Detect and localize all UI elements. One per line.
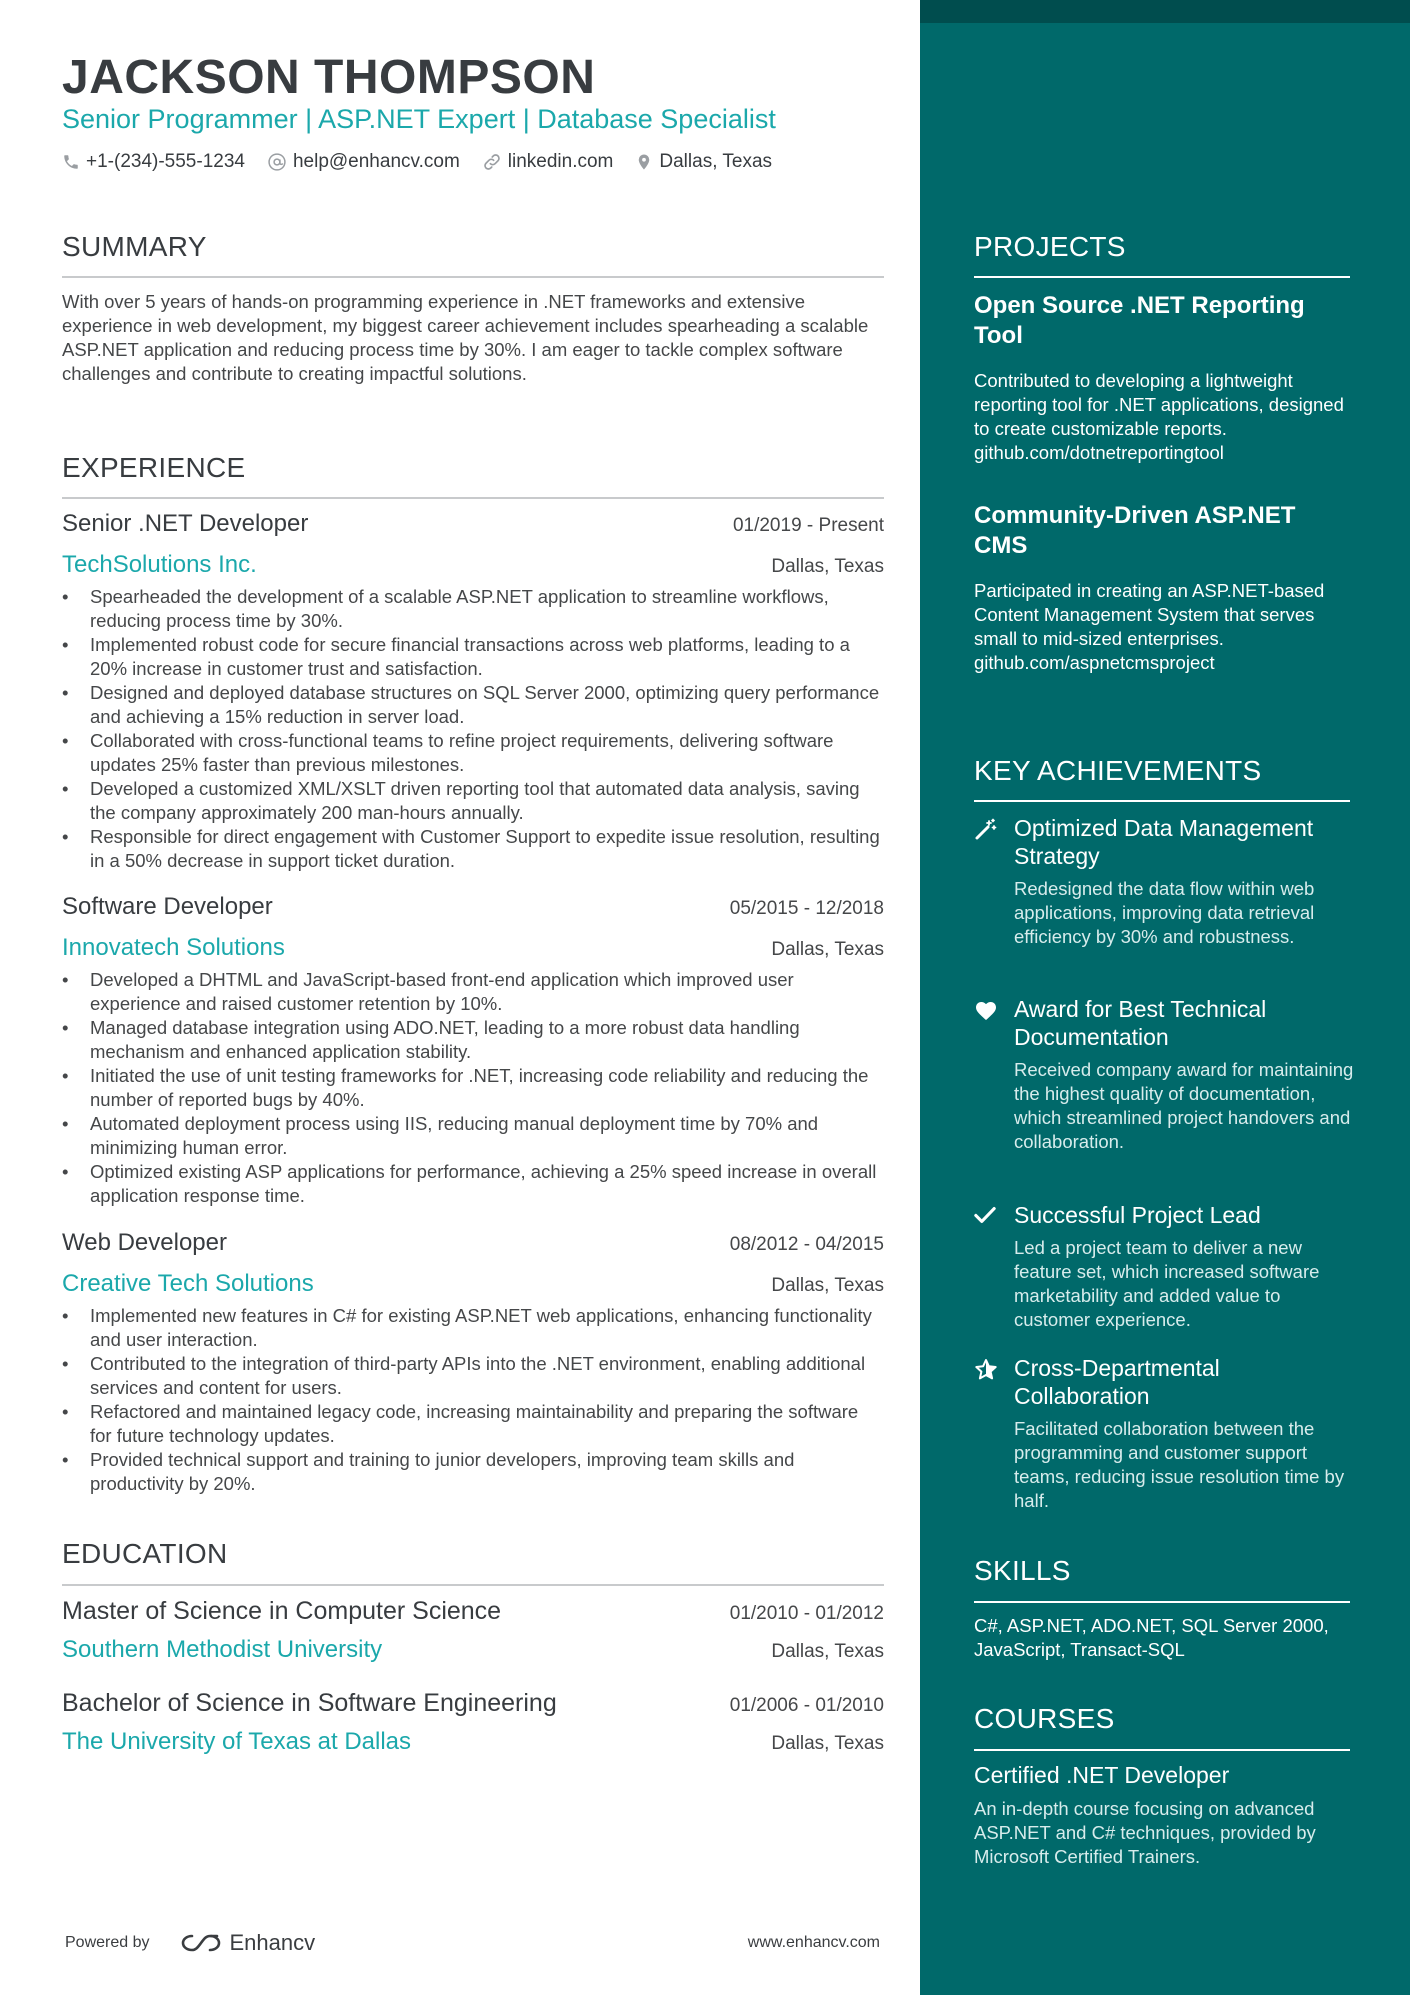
achievement-title: Optimized Data Management Strategy xyxy=(1014,815,1314,869)
job-date: 01/2019 - Present xyxy=(732,515,884,536)
education-date: 01/2006 - 01/2010 xyxy=(729,1695,884,1716)
education-date: 01/2010 - 01/2012 xyxy=(729,1603,884,1624)
project-item xyxy=(974,501,1354,675)
achievement-icon-wrap xyxy=(974,995,1014,1154)
candidate-headline: Senior Programmer | ASP.NET Expert | Database Specialist xyxy=(62,104,776,134)
heart-icon xyxy=(974,999,998,1021)
brand-logo[interactable] xyxy=(178,1930,316,1956)
education-title: EDUCATION xyxy=(62,1538,228,1569)
footer-url[interactable]: www.enhancv.com xyxy=(747,1934,880,1951)
job-bullet: • Refactored and maintained legacy code, increasing maintainability and preparing the software for future technology updates. xyxy=(62,1400,884,1448)
projects-divider xyxy=(974,276,1350,278)
job-bullet: • Responsible for direct engagement with Customer Support to expedite issue resolution, resulting in a 50% decrease in support ticket duration. xyxy=(62,825,884,873)
course-item xyxy=(974,1762,1354,1869)
job-bullet: • Provided technical support and training to junior developers, improving team skills and productivity by 20%. xyxy=(62,1448,884,1496)
course-title: Certified .NET Developer xyxy=(974,1762,1230,1788)
job-company: Innovatech Solutions xyxy=(62,934,285,961)
brand-name: Enhancv xyxy=(229,1930,316,1955)
candidate-name: JACKSON THOMPSON xyxy=(62,51,596,104)
job-bullet: • Developed a DHTML and JavaScript-based front-end application which improved user experience and raised customer retention by 10%. xyxy=(62,968,884,1016)
location-pin-icon xyxy=(635,152,653,172)
job-role: Web Developer xyxy=(62,1229,227,1256)
job-bullet: • Implemented new features in C# for existing ASP.NET web applications, enhancing functionality and user interaction. xyxy=(62,1304,884,1352)
sidebar-top-band xyxy=(920,0,1410,23)
contact-link[interactable] xyxy=(482,151,614,173)
checkmark-icon xyxy=(974,1205,996,1225)
summary-divider xyxy=(62,276,884,278)
project-item xyxy=(974,291,1354,465)
job-entry xyxy=(62,1229,884,1496)
summary-title: SUMMARY xyxy=(62,231,207,262)
job-bullet: • Automated deployment process using IIS, reducing manual deployment time by 70% and minimizing human error. xyxy=(62,1112,884,1160)
contact-link-text: linkedin.com xyxy=(507,151,614,172)
education-entry xyxy=(62,1689,884,1756)
achievement-icon-wrap xyxy=(974,1201,1014,1332)
enhancv-logo-icon xyxy=(178,1931,224,1955)
project-description: Contributed to developing a lightweight reporting tool for .NET applications, designed to create customizable reports. github.com/dotnetreportingtool xyxy=(974,370,1344,463)
job-bullet: • Designed and deployed database structures on SQL Server 2000, optimizing query performance and achieving a 15% reduction in server load. xyxy=(62,681,884,729)
contact-bar xyxy=(62,151,794,173)
job-bullet: • Managed database integration using ADO.NET, leading to a more robust data handling mechanism and enhanced application stability. xyxy=(62,1016,884,1064)
skills-divider xyxy=(974,1601,1350,1603)
course-description: An in-depth course focusing on advanced ASP.NET and C# techniques, provided by Microsoft Certified Trainers. xyxy=(974,1798,1316,1867)
link-icon xyxy=(482,152,502,172)
contact-email-text: help@enhancv.com xyxy=(292,151,460,172)
job-company: TechSolutions Inc. xyxy=(62,551,257,578)
courses-title: COURSES xyxy=(974,1703,1115,1734)
skills-text: C#, ASP.NET, ADO.NET, SQL Server 2000, JavaScript, Transact-SQL xyxy=(974,1615,1329,1660)
job-bullet: • Spearheaded the development of a scalable ASP.NET application to streamline workflows, reducing process time by 30%. xyxy=(62,585,884,633)
job-bullet: • Contributed to the integration of third-party APIs into the .NET environment, enabling additional services and content for users. xyxy=(62,1352,884,1400)
experience-title: EXPERIENCE xyxy=(62,452,246,483)
job-bullet: • Implemented robust code for secure financial transactions across web platforms, leading to a 20% increase in customer trust and satisfaction. xyxy=(62,633,884,681)
job-location: Dallas, Texas xyxy=(771,939,884,960)
projects-title: PROJECTS xyxy=(974,231,1126,262)
phone-icon xyxy=(62,153,80,171)
job-date: 08/2012 - 04/2015 xyxy=(729,1234,884,1255)
experience-divider xyxy=(62,497,884,499)
project-description: Participated in creating an ASP.NET-based Content Management System that serves small to mid-sized enterprises. github.com/aspnetcmsproject xyxy=(974,580,1325,673)
courses-divider xyxy=(974,1749,1350,1751)
job-bullets xyxy=(62,968,884,1208)
achievement-description: Facilitated collaboration between the programming and customer support teams, reducing issue resolution time by half. xyxy=(1014,1418,1345,1511)
education-degree: Bachelor of Science in Software Engineering xyxy=(62,1689,557,1717)
achievement-description: Led a project team to deliver a new feature set, which increased software marketability and added value to customer experience. xyxy=(1014,1237,1320,1330)
contact-email[interactable] xyxy=(267,151,460,173)
project-title: Community-Driven ASP.NET CMS xyxy=(974,502,1296,559)
job-bullet: • Collaborated with cross-functional teams to refine project requirements, delivering software updates 25% faster than previous milestones. xyxy=(62,729,884,777)
powered-by-label: Powered by xyxy=(65,1934,150,1951)
achievement-title: Cross-Departmental Collaboration xyxy=(1014,1355,1220,1409)
education-school: The University of Texas at Dallas xyxy=(62,1728,412,1755)
job-company: Creative Tech Solutions xyxy=(62,1270,314,1297)
job-entry xyxy=(62,510,884,873)
education-school: Southern Methodist University xyxy=(62,1636,383,1663)
job-bullets xyxy=(62,585,884,873)
achievement-item xyxy=(974,995,1354,1154)
achievements-title: KEY ACHIEVEMENTS xyxy=(974,755,1262,786)
job-entry xyxy=(62,893,884,1208)
achievement-icon-wrap xyxy=(974,814,1014,949)
achievement-item xyxy=(974,814,1354,949)
at-sign-icon xyxy=(267,152,287,172)
job-bullets xyxy=(62,1304,884,1496)
education-divider xyxy=(62,1584,884,1586)
sidebar-column xyxy=(920,0,1410,1995)
summary-text: With over 5 years of hands-on programming experience in .NET frameworks and extensive experience in web development, my biggest career achievement includes spearheading a scalable ASP.NET application and reducing process time by 30%. I am eager to tackle complex software challenges and contribute to creating impactful solutions. xyxy=(62,291,869,384)
achievement-title: Successful Project Lead xyxy=(1014,1202,1261,1228)
achievement-title: Award for Best Technical Documentation xyxy=(1014,996,1267,1050)
achievement-description: Received company award for maintaining the highest quality of documentation, which streamlined project handovers and collaboration. xyxy=(1014,1059,1354,1152)
footer xyxy=(65,1930,880,1956)
achievement-description: Redesigned the data flow within web applications, improving data retrieval efficiency by 30% and robustness. xyxy=(1014,878,1315,947)
achievement-item xyxy=(974,1354,1354,1513)
contact-phone[interactable] xyxy=(62,151,245,173)
job-bullet: • Developed a customized XML/XSLT driven reporting tool that automated data analysis, saving the company approximately 200 man-hours annually. xyxy=(62,777,884,825)
contact-phone-text: +1-(234)-555-1234 xyxy=(86,151,245,172)
project-title: Open Source .NET Reporting Tool xyxy=(974,292,1305,349)
star-icon xyxy=(974,1358,998,1382)
contact-location xyxy=(635,151,772,173)
skills-title: SKILLS xyxy=(974,1555,1071,1586)
job-bullet: • Optimized existing ASP applications for performance, achieving a 25% speed increase in overall application response time. xyxy=(62,1160,884,1208)
powered-by xyxy=(65,1930,315,1956)
job-bullet: • Initiated the use of unit testing frameworks for .NET, increasing code reliability and reducing the number of reported bugs by 40%. xyxy=(62,1064,884,1112)
achievement-icon-wrap xyxy=(974,1354,1014,1513)
job-date: 05/2015 - 12/2018 xyxy=(729,898,884,919)
education-location: Dallas, Texas xyxy=(771,1641,884,1662)
education-degree: Master of Science in Computer Science xyxy=(62,1597,502,1625)
achievements-divider xyxy=(974,800,1350,802)
job-role: Senior .NET Developer xyxy=(62,510,309,537)
magic-wand-icon xyxy=(974,818,998,842)
education-entry xyxy=(62,1597,884,1664)
education-location: Dallas, Texas xyxy=(771,1733,884,1754)
job-location: Dallas, Texas xyxy=(771,1275,884,1296)
job-location: Dallas, Texas xyxy=(771,556,884,577)
achievement-item xyxy=(974,1201,1354,1332)
job-role: Software Developer xyxy=(62,893,273,920)
contact-location-text: Dallas, Texas xyxy=(659,151,773,172)
